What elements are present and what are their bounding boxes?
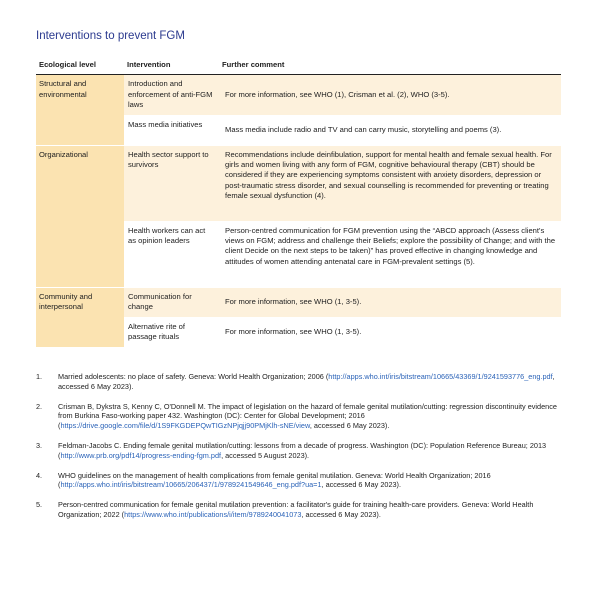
level-organizational: Organizational — [36, 145, 124, 287]
reference-text: Person-centred communication for female genital mutilation prevention: a facilitator's guide for training health-care providers. Geneva: World Health Organization; 2022 ( — [58, 500, 534, 519]
table-row — [36, 145, 561, 221]
reference-number: 2. — [36, 401, 43, 411]
reference-item — [36, 372, 566, 392]
reference-item — [36, 500, 566, 520]
table-row — [36, 75, 561, 115]
reference-text: Crisman B, Dykstra S, Kenny C, O'Donnell M. The impact of legislation on the hazard of female genital mutilation/cutting: regression discontinuity evidence from Burkina Faso-working paper 432. Washington (DC): Center for Global Development; 2016 ( — [58, 401, 557, 431]
reference-link[interactable]: http://apps.who.int/iris/bitstream/10665/43369/1/9241593776_eng.pdf — [328, 372, 553, 381]
reference-item — [36, 441, 566, 461]
header-further-comment: Further comment — [219, 56, 561, 75]
reference-link[interactable]: http://www.prb.org/pdf14/progress-ending-fgm.pdf — [60, 450, 222, 460]
reference-tail: , accessed 6 May 2023). — [309, 421, 390, 431]
header-ecological-level: Ecological level — [36, 56, 124, 75]
reference-item — [36, 402, 566, 431]
reference-link[interactable]: https://www.who.int/publications/i/item/9789240041073 — [124, 509, 302, 519]
reference-number: 3. — [36, 440, 43, 450]
reference-number: 1. — [36, 372, 43, 381]
reference-text: WHO guidelines on the management of health complications from female genital mutilation. Geneva: World Health Organization; 2016 ( — [58, 470, 491, 490]
reference-tail: , accessed 6 May 2023). — [321, 480, 402, 490]
level-structural: Structural and environmental — [36, 75, 124, 145]
table-row — [36, 287, 561, 317]
reference-text: Feldman-Jacobs C. Ending female genital mutilation/cutting: lessons from a decade of progress. Washington (DC): Population Reference Bureau; 2013 ( — [58, 440, 547, 460]
intervention-cell: Mass media initiatives — [124, 115, 219, 145]
intervention-cell: Introduction and enforcement of anti-FGM laws — [124, 75, 219, 115]
reference-number: 4. — [36, 470, 43, 480]
comment-cell: Recommendations include deinfibulation, support for mental health and female sexual health. For girls and women living with any form of FGM, cognitive behavioural therapy (CBT) should be considered if they are experiencing symptoms consistent with anxiety disorders, depression or post-traumatic stress disorder, and sexual counselling is recommended for preventing or treating female sexual dysfunction (4). — [219, 145, 561, 221]
comment-cell: Person-centred communication for FGM prevention using the “ABCD approach (Assess client's views on FGM; address and challenge their Beliefs; explore the possibility of Change; and with the client Decide on the next steps to be taken)” has proved effective in changing knowledge and attitudes of women attending antenatal care in FGM-prevalent settings (5). — [219, 221, 561, 287]
table-header-row — [36, 56, 561, 75]
reference-item — [36, 471, 566, 491]
reference-tail: , accessed 6 May 2023). — [58, 372, 555, 391]
reference-tail: , accessed 6 May 2023). — [301, 509, 381, 519]
intervention-cell: Health workers can act as opinion leaders — [124, 221, 219, 287]
comment-cell: Mass media include radio and TV and can carry music, storytelling and poems (3). — [219, 115, 561, 145]
reference-link[interactable]: http://apps.who.int/iris/bitstream/10665/206437/1/9789241549646_eng.pdf?ua=1 — [60, 480, 322, 490]
intervention-cell: Communication for change — [124, 287, 219, 317]
intervention-cell: Health sector support to survivors — [124, 145, 219, 221]
reference-link[interactable]: https://drive.google.com/file/d/1S9FKGDEPQwTIGzNPjqjj90PMjKlh-sNE/view — [60, 421, 310, 431]
page-title: Interventions to prevent FGM — [36, 30, 185, 42]
interventions-table — [36, 56, 561, 347]
comment-cell: For more information, see WHO (1), Crisman et al. (2), WHO (3-5). — [219, 75, 561, 115]
reference-text: Married adolescents: no place of safety. Geneva: World Health Organization; 2006 ( — [58, 372, 329, 381]
intervention-cell: Alternative rite of passage rituals — [124, 317, 219, 347]
comment-cell: For more information, see WHO (1, 3-5). — [219, 287, 561, 317]
level-community: Community and interpersonal — [36, 287, 124, 347]
references-list — [36, 372, 566, 530]
header-intervention: Intervention — [124, 56, 219, 75]
reference-number: 5. — [36, 500, 43, 510]
comment-cell: For more information, see WHO (1, 3-5). — [219, 317, 561, 347]
reference-tail: , accessed 5 August 2023). — [221, 450, 310, 460]
